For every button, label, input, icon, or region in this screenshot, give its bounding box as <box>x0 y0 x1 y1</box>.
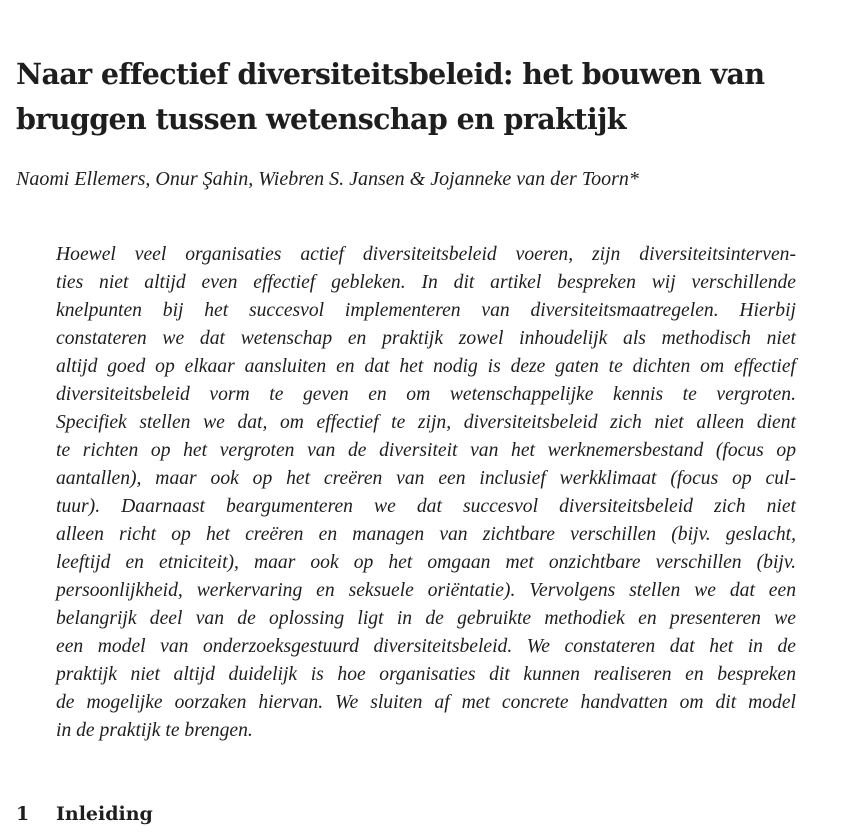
abstract-line: aantallen), maar ook op het creëren van een inclusief werkklimaat (focus op cul- <box>56 468 796 489</box>
abstract-line: belangrijk deel van de oplossing ligt in de gebruikte methodiek en presenteren we <box>56 608 796 629</box>
article-title <box>16 52 836 142</box>
abstract-line: de mogelijke oorzaken hiervan. We sluiten af met concrete handvatten om dit model <box>56 692 796 713</box>
abstract <box>56 241 796 745</box>
article-title-line: Naar effectief diversiteitsbeleid: het bouwen van <box>16 57 765 91</box>
abstract-line: Specifiek stellen we dat, om effectief te zijn, diversiteitsbeleid zich niet alleen dient <box>56 412 796 433</box>
abstract-line: altijd goed op elkaar aansluiten en dat het nodig is deze gaten te dichten om effectief <box>56 356 796 377</box>
article-title-line: bruggen tussen wetenschap en praktijk <box>16 102 626 136</box>
abstract-line: constateren we dat wetenschap en praktijk zowel inhoudelijk als methodisch niet <box>56 328 796 349</box>
section-number: 1 <box>16 803 30 825</box>
section-title: Inleiding <box>56 803 153 825</box>
abstract-line: diversiteitsbeleid vorm te geven en om wetenschappelijke kennis te vergroten. <box>56 384 796 405</box>
abstract-line: een model van onderzoeksgestuurd diversiteitsbeleid. We constateren dat het in de <box>56 636 796 657</box>
abstract-line: leeftijd en etniciteit), maar ook op het omgaan met onzichtbare verschillen (bijv. <box>56 552 796 573</box>
abstract-line: tuur). Daarnaast beargumenteren we dat succesvol diversiteitsbeleid zich niet <box>56 496 796 517</box>
abstract-line: knelpunten bij het succesvol implementeren van diversiteitsmaatregelen. Hierbij <box>56 300 796 321</box>
section-heading <box>16 800 153 828</box>
abstract-line: persoonlijkheid, werkervaring en seksuele oriëntatie). Vervolgens stellen we dat een <box>56 580 796 601</box>
abstract-line: te richten op het vergroten van de diversiteit van het werknemersbestand (focus op <box>56 440 796 461</box>
abstract-line: Hoewel veel organisaties actief diversiteitsbeleid voeren, zijn diversiteitsinterven- <box>56 244 796 265</box>
abstract-line: in de praktijk te brengen. <box>56 720 253 741</box>
abstract-line: praktijk niet altijd duidelijk is hoe organisaties dit kunnen realiseren en bespreken <box>56 664 796 685</box>
abstract-line: ties niet altijd even effectief gebleken. In dit artikel bespreken wij verschillende <box>56 272 796 293</box>
author-list: Naomi Ellemers, Onur Şahin, Wiebren S. Jansen & Jojanneke van der Toorn* <box>16 168 639 190</box>
abstract-line: alleen richt op het creëren en managen van zichtbare verschillen (bijv. geslacht, <box>56 524 796 545</box>
